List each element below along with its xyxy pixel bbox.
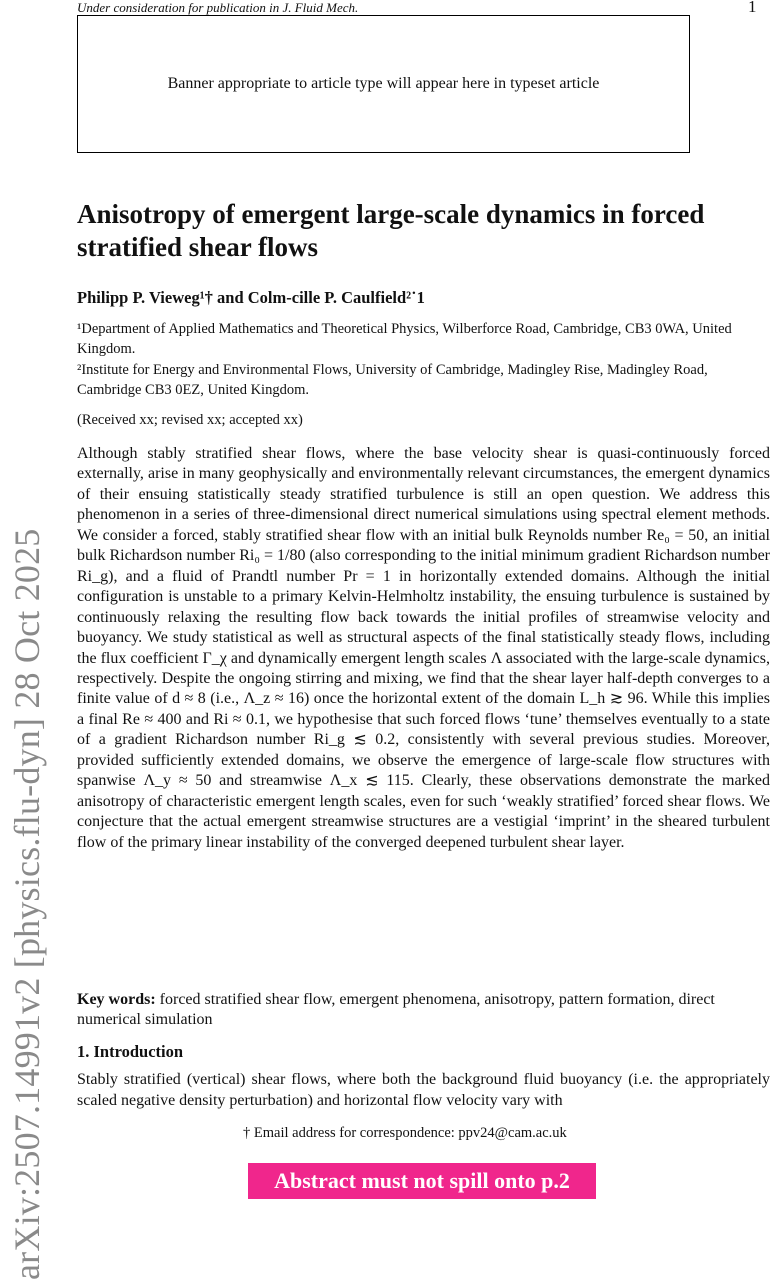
keywords: [77, 990, 772, 1030]
paper-authors: Philipp P. Vieweg¹† and Colm-cille P. Caulfield²˙1: [77, 288, 425, 307]
received-line: (Received xx; revised xx; accepted xx): [77, 412, 303, 428]
arxiv-id[interactable]: arXiv:2507.14991v2 [physics.flu-dyn] 28 Oct 2025: [7, 528, 47, 1280]
correspondence-footnote: † Email address for correspondence: ppv24@cam.ac.uk: [243, 1125, 567, 1141]
article-banner: [77, 15, 690, 153]
banner-text: Banner appropriate to article type will appear here in typeset article: [167, 75, 600, 92]
abstract: Although stably stratified shear flows, where the base velocity shear is quasi-continuously forced externally, arise in many geophysically and environmentally relevant circumstances, the emergent dynamics of their ensuing statistically steady stratified turbulence is still an open question. We address this phenomenon in a series of three-dimensional direct numerical simulations using spectral element methods. We consider a forced, stably stratified shear flow with an initial bulk Reynolds number Re₀ = 50, an initial bulk Richardson number Ri₀ = 1/80 (also corresponding to the initial minimum gradient Richardson number Ri_g), and a fluid of Prandtl number Pr = 1 in horizontally extended domains. Although the initial configuration is unstable to a primary Kelvin-Helmholtz instability, the ensuing turbulence is sustained by continuously relaxing the resulting flow back towards the initial profiles of streamwise velocity and buoyancy. We study statistical as well as structural aspects of the final statistically steady flows, including the flux coefficient Γ_χ and dynamically emergent length scales Λ associated with the large-scale dynamics, respectively. Despite the ongoing stirring and mixing, we find that the shear layer half-depth converges to a finite value of d ≈ 8 (i.e., Λ_z ≈ 16) once the horizontal extent of the domain L_h ≳ 96. While this implies a final Re ≈ 400 and Ri ≈ 0.1, we hypothesise that such forced flows ‘tune’ themselves eventually to a state of a gradient Richardson number Ri_g ≲ 0.2, consistently with several previous studies. Moreover, provided sufficiently extended domains, we observe the emergence of large-scale flow structures with spanwise Λ_y ≈ 50 and streamwise Λ_x ≲ 115. Clearly, these observations demonstrate the marked anisotropy of characteristic emergent length scales, even for such ‘weakly stratified’ forced shear flows. We conjecture that the actual emergent streamwise structures are a vestigial ‘imprint’ in the sheared turbulent flow of the primary linear instability of the converged deepened turbulent shear layer.: [77, 445, 770, 851]
affiliation-2: ²Institute for Energy and Environmental Flows, University of Cambridge, Madingley Rise, Madingley Road, Cambridge CB3 0EZ, United Kingdom.: [77, 362, 708, 398]
section-heading: 1. Introduction: [77, 1042, 184, 1061]
keywords-label: Key words:: [77, 991, 156, 1008]
journal-note: Under consideration for publication in J. Fluid Mech.: [77, 0, 359, 15]
paper-title: Anisotropy of emergent large-scale dynamics in forced stratified shear flows: [77, 199, 705, 262]
keywords-text: forced stratified shear flow, emergent phenomena, anisotropy, pattern formation, direct numerical simulation: [77, 991, 715, 1028]
intro-paragraph: Stably stratified (vertical) shear flows, where both the background fluid buoyancy (i.e. the appropriately scaled negative density perturbation) and horizontal flow velocity vary with: [77, 1071, 770, 1109]
page-number: 1: [748, 0, 757, 16]
affiliation-1: ¹Department of Applied Mathematics and Theoretical Physics, Wilberforce Road, Cambridge, CB3 0WA, United Kingdom.: [77, 321, 732, 357]
overflow-warning-badge: [248, 1163, 596, 1199]
arxiv-sidebar: [0, 200, 50, 1280]
warning-text: Abstract must not spill onto p.2: [274, 1168, 570, 1193]
